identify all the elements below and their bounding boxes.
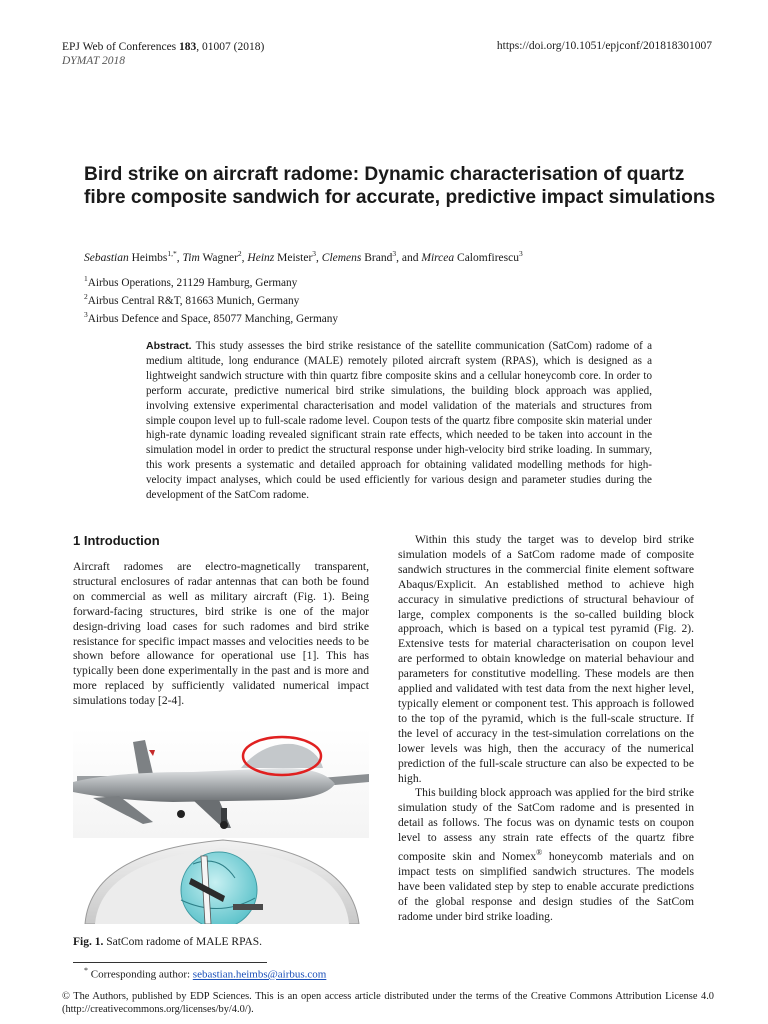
footnote: * Corresponding author: sebastian.heimbs@airbus.com <box>84 966 327 981</box>
radome-illustration <box>73 728 369 924</box>
figure-1 <box>73 728 369 924</box>
abstract-text: This study assesses the bird strike resistance of the satellite communication (SatCom) radome of a medium altitude, long endurance (MALE) remotely piloted aircraft system (RPAS), which is designed as a lightweight sandwich structure with thin quartz fibre composite skins and a cellular honeycomb core. In order to perform accurate, predictive numerical bird strike simulations, the building block approach was applied, involving extensive experimental characterisation and model validation of the materials and structures from simple coupon level up to full-scale radome level. Coupon tests of the quartz fibre composite skin material under high-rate dynamic loading revealed significant strain rate effects, which needed to be taken into account in the simulation model in order to predict the structural response under high-velocity bird strike loading. In summary, this work presents a systematic and detailed approach for obtaining validated modelling methods for high-velocity impact analyses, which could be used efficiently for various design and parameter studies during the development of the SatCom radome. <box>146 340 652 502</box>
left-column <box>73 560 369 709</box>
footnote-rule <box>73 962 267 963</box>
abstract <box>146 339 652 503</box>
author-list: Sebastian Heimbs$^{1,*}$, Tim Wagner$^2$, Heinz Meister$^3$, Clemens Brand$^3$, and Mircea Calomfirescu$^3$ <box>84 249 523 264</box>
radome-cutaway <box>73 838 369 924</box>
conference-name: DYMAT 2018 <box>62 55 125 67</box>
license-notice: © The Authors, published by EDP Sciences. This is an open access article distributed under the terms of the Creative Commons Attribution License 4.0 (http://creativecommons.org/licenses/by/4.0/). <box>62 991 714 1015</box>
figure-caption: Fig. 1. SatCom radome of MALE RPAS. <box>73 936 263 948</box>
paper-title: Bird strike on aircraft radome: Dynamic characterisation of quartz fibre composite sandwich for accurate, predictive impact simulations <box>84 164 716 208</box>
paragraph: Within this study the target was to develop bird strike simulation models of a SatCom radome made of composite sandwich structures in the commercial finite element software Abaqus/Explicit. An established method to achieve high accuracy in simulative predictions of structural behaviour of large, complex components is the so-called building block approach, which is based on a typical test pyramid (Fig. 2). Extensive tests for material characterisation on coupon level are performed to obtain knowledge on material behaviour and parameters for constitutive modelling. These models are then applied and validated with test data from the next higher level, typically element or component test. This approach is followed to the top of the pyramid, which is the full-scale structure. If the level of accuracy in the test-simulation correlations on the lower levels was high, then the accuracy of the numerical prediction of the full-scale structure can also be expected to be high. <box>398 533 694 785</box>
doi-link[interactable]: https://doi.org/10.1051/epjconf/201818301007 <box>496 40 712 52</box>
intro-paragraph: Aircraft radomes are electro-magnetically transparent, structural enclosures of radar antennas that can both be found on commercial as well as military aircraft (Fig. 1). Being forward-facing structures, bird strike is one of the major design-driving load cases for such radomes and bird strike resistance for specific impact masses and velocities needs to be shown before allowance for operational use [1]. This has typically been done experimentally in the past and is more and more replaced by sufficiently validated numerical impact simulations today [2-4]. <box>73 560 369 708</box>
running-header <box>62 40 264 68</box>
abstract-label: Abstract. <box>146 340 192 352</box>
affiliation: $^2$Airbus Central R&T, 81663 Munich, Germany <box>84 292 300 307</box>
affiliation: $^3$Airbus Defence and Space, 85077 Manching, Germany <box>84 310 339 325</box>
journal-line: EPJ Web of Conferences 183, 01007 (2018) <box>62 41 265 53</box>
affiliation: $^1$Airbus Operations, 21129 Hamburg, Germany <box>84 274 298 289</box>
author-email-link[interactable]: sebastian.heimbs@airbus.com <box>192 968 327 981</box>
section-heading: 1 Introduction <box>73 533 160 548</box>
right-column <box>398 533 694 924</box>
affiliations <box>84 272 338 326</box>
paragraph: This building block approach was applied for the bird strike simulation study of the SatCom radome and is presented in detail as follows. The focus was on dynamic tests on coupon level to assess any strain rate effects of the quartz fibre composite skin and Nomex® honeycomb materials and on impact tests on simplified sandwich structures. The models have been validated step by step to enable accurate predictions of the global response and design studies of the SatCom radome under bird strike loading. <box>398 786 694 923</box>
